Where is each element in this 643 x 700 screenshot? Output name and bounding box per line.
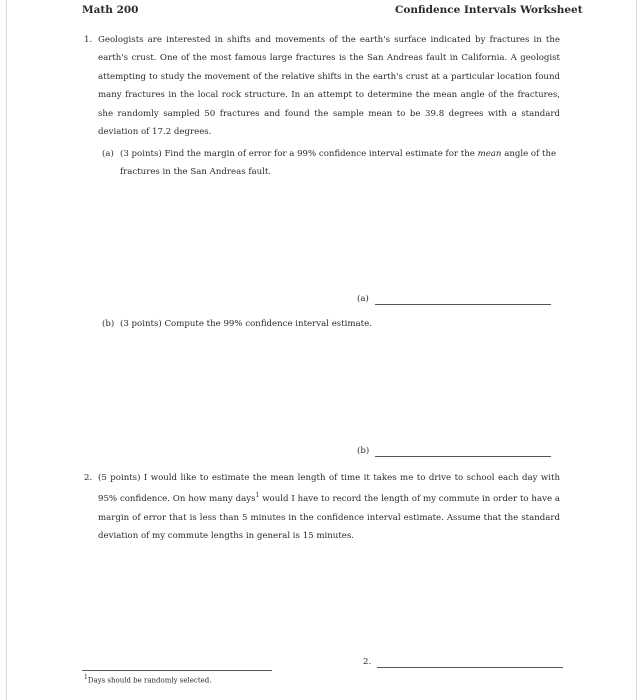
answer-a-blank[interactable]	[375, 297, 551, 305]
answer-2-line	[363, 656, 563, 668]
problem-1	[84, 31, 560, 141]
footnote-separator	[82, 670, 272, 671]
page-edge-right	[636, 0, 637, 700]
problem-1-part-a	[102, 146, 562, 181]
problem-2-text-after: would I have to record the length of my commute in order to have a margin of error that is less than 5 minutes in the confidence interval estimate. Assume that the standard deviation of my commute lengths in general is 15 minutes.	[98, 494, 560, 542]
footnote	[84, 673, 211, 685]
part-a-text-after: angle of the fractures in the San Andreas fault.	[120, 149, 557, 177]
part-a-label: (a)	[102, 149, 114, 159]
page-edge-left	[6, 0, 7, 700]
footnote-mark: 1	[84, 674, 88, 681]
problem-2-text-before: (5 points) I would like to estimate the mean length of time it takes me to drive to school each day with 95% confidence. On how many days	[98, 473, 560, 505]
footnote-text: Days should be randomly selected.	[87, 676, 212, 685]
answer-2-blank[interactable]	[377, 660, 563, 668]
answer-a-line	[357, 293, 551, 305]
problem-2-text	[98, 469, 560, 545]
part-b-text: (3 points) Compute the 99% confidence interval estimate.	[120, 319, 372, 329]
answer-b-blank[interactable]	[375, 449, 551, 457]
part-a-text-emphasis: mean	[477, 149, 502, 159]
worksheet-title: Confidence Intervals Worksheet	[395, 4, 583, 16]
problem-1-part-b	[102, 316, 562, 334]
answer-2-label: 2.	[363, 657, 372, 667]
answer-b-label: (b)	[357, 446, 370, 456]
problem-2	[84, 469, 560, 545]
part-b-label: (b)	[102, 319, 115, 329]
part-a-text-before: (3 points) Find the margin of error for a 99% confidence interval estimate for the	[120, 149, 475, 159]
footnote-reference[interactable]: 1	[255, 492, 260, 500]
answer-b-line	[357, 445, 551, 457]
part-a-text	[120, 146, 562, 181]
problem-2-number: 2.	[84, 473, 93, 483]
problem-1-number: 1.	[84, 35, 93, 45]
course-title: Math 200	[82, 4, 139, 16]
answer-a-label: (a)	[357, 294, 369, 304]
problem-1-text: Geologists are interested in shifts and movements of the earth's surface indicated by fractures in the earth's crust. One of the most famous large fractures is the San Andreas fault in California. A geologist attempting to study the movement of the relative shifts in the earth's crust at a particular location found many fractures in the local rock structure. In an attempt to determine the mean angle of the fractures, she randomly sampled 50 fractures and found the sample mean to be 39.8 degrees with a standard deviation of 17.2 degrees.	[98, 35, 560, 138]
